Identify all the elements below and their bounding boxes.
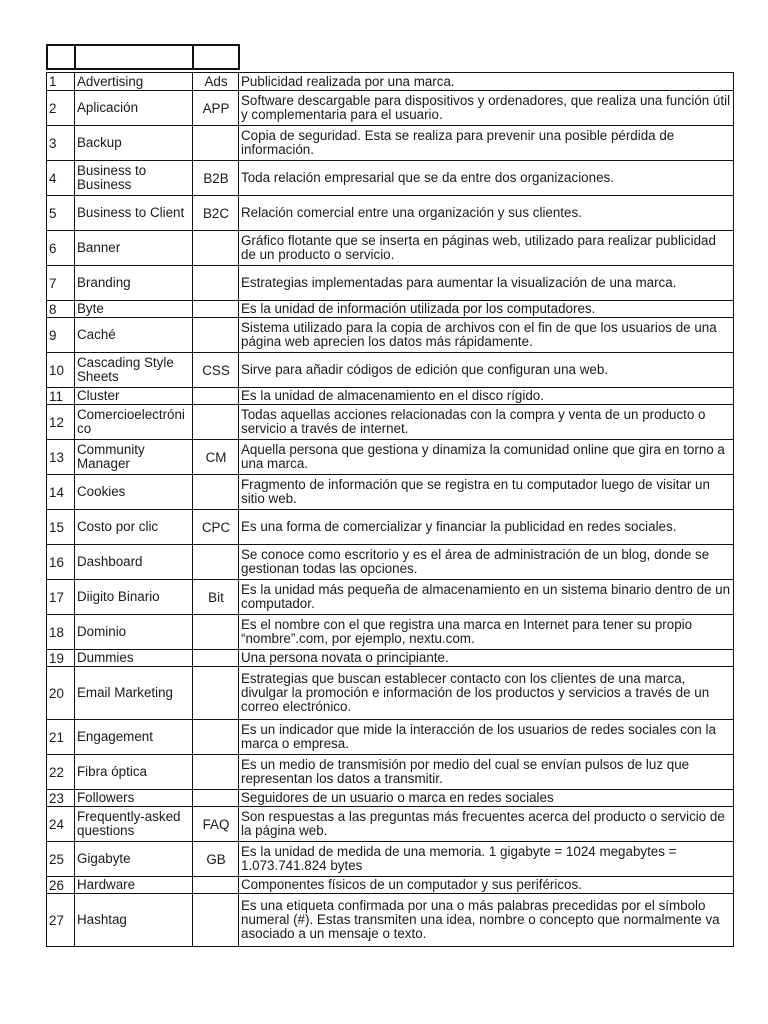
abbreviation-cell [193, 266, 239, 301]
table-row [47, 842, 734, 877]
definition-cell: Estrategias implementadas para aumentar la visualización de una marca. [239, 266, 734, 301]
abbreviation-cell [193, 877, 239, 894]
definition-cell: Componentes físicos de un computador y sus periféricos. [239, 877, 734, 894]
table-row [47, 161, 734, 196]
row-number: 16 [47, 545, 75, 580]
definition-cell: Es la unidad de información utilizada por los computadores. [239, 301, 734, 318]
term-cell: Dominio [75, 615, 193, 650]
definition-cell: Todas aquellas acciones relacionadas con la compra y venta de un producto o servicio a través de internet. [239, 405, 734, 440]
abbreviation-cell [193, 126, 239, 161]
abbreviation-cell [193, 894, 239, 947]
definition-cell: Software descargable para dispositivos y ordenadores, que realiza una función útil y complementaria para el usuario. [239, 91, 734, 126]
term-cell: Engagement [75, 720, 193, 755]
definition-cell: Es la unidad de medida de una memoria. 1 gigabyte = 1024 megabytes = 1.073.741.824 bytes [239, 842, 734, 877]
table-row [47, 196, 734, 231]
abbreviation-cell: FAQ [193, 807, 239, 842]
table-row [47, 615, 734, 650]
row-number: 5 [47, 196, 75, 231]
abbreviation-cell [193, 475, 239, 510]
table-row [47, 790, 734, 807]
abbreviation-cell: Ads [193, 73, 239, 91]
row-number: 26 [47, 877, 75, 894]
row-number: 27 [47, 894, 75, 947]
row-number: 14 [47, 475, 75, 510]
term-cell: Cluster [75, 388, 193, 405]
term-cell: Hashtag [75, 894, 193, 947]
abbreviation-cell: GB [193, 842, 239, 877]
table-row [47, 231, 734, 266]
table-row [47, 353, 734, 388]
table-row [47, 301, 734, 318]
term-cell: Gigabyte [75, 842, 193, 877]
row-number: 9 [47, 318, 75, 353]
abbreviation-cell: B2C [193, 196, 239, 231]
abbreviation-cell: Bit [193, 580, 239, 615]
table-row [47, 877, 734, 894]
definition-cell: Es el nombre con el que registra una marca en Internet para tener su propio “nombre”.com, por ejemplo, nextu.com. [239, 615, 734, 650]
definition-cell: Sirve para añadir códigos de edición que configuran una web. [239, 353, 734, 388]
row-number: 21 [47, 720, 75, 755]
blank-header-row [46, 44, 240, 70]
row-number: 22 [47, 755, 75, 790]
abbreviation-cell [193, 388, 239, 405]
term-cell: Hardware [75, 877, 193, 894]
row-number: 13 [47, 440, 75, 475]
row-number: 3 [47, 126, 75, 161]
definition-cell: Estrategias que buscan establecer contacto con los clientes de una marca, divulgar la promoción e información de los productos y servicios a través de un correo electrónico. [239, 667, 734, 720]
abbreviation-cell [193, 650, 239, 667]
term-cell: Caché [75, 318, 193, 353]
abbreviation-cell [193, 301, 239, 318]
term-cell: Dashboard [75, 545, 193, 580]
row-number: 17 [47, 580, 75, 615]
definition-cell: Son respuestas a las preguntas más frecuentes acerca del producto o servicio de la página web. [239, 807, 734, 842]
term-cell: Business to Client [75, 196, 193, 231]
header-cell-abbreviation [193, 45, 239, 69]
abbreviation-cell [193, 720, 239, 755]
table-row [47, 650, 734, 667]
definition-cell: Fragmento de información que se registra en tu computador luego de visitar un sitio web. [239, 475, 734, 510]
definition-cell: Una persona novata o principiante. [239, 650, 734, 667]
term-cell: Aplicación [75, 91, 193, 126]
row-number: 24 [47, 807, 75, 842]
table-row [47, 126, 734, 161]
abbreviation-cell: CPC [193, 510, 239, 545]
row-number: 2 [47, 91, 75, 126]
row-number: 23 [47, 790, 75, 807]
table-row [47, 388, 734, 405]
term-cell: Banner [75, 231, 193, 266]
abbreviation-cell: CM [193, 440, 239, 475]
term-cell: Diigito Binario [75, 580, 193, 615]
term-cell: Byte [75, 301, 193, 318]
row-number: 4 [47, 161, 75, 196]
term-cell: Email Marketing [75, 667, 193, 720]
term-cell: Costo por clic [75, 510, 193, 545]
term-cell: Cookies [75, 475, 193, 510]
definition-cell: Relación comercial entre una organización y sus clientes. [239, 196, 734, 231]
table-row [47, 545, 734, 580]
table-row [47, 405, 734, 440]
term-cell: Backup [75, 126, 193, 161]
term-cell: Followers [75, 790, 193, 807]
definition-cell: Es una forma de comercializar y financiar la publicidad en redes sociales. [239, 510, 734, 545]
definition-cell: Es la unidad de almacenamiento en el disco rígido. [239, 388, 734, 405]
term-cell: Community Manager [75, 440, 193, 475]
table-row [47, 266, 734, 301]
term-cell: Branding [75, 266, 193, 301]
abbreviation-cell [193, 790, 239, 807]
table-row [47, 667, 734, 720]
row-number: 12 [47, 405, 75, 440]
abbreviation-cell: B2B [193, 161, 239, 196]
row-number: 20 [47, 667, 75, 720]
definition-cell: Aquella persona que gestiona y dinamiza la comunidad online que gira en torno a una marca. [239, 440, 734, 475]
term-cell: Dummies [75, 650, 193, 667]
table-row [47, 318, 734, 353]
definition-cell: Sistema utilizado para la copia de archivos con el fin de que los usuarios de una página web aprecien los datos más rápidamente. [239, 318, 734, 353]
header-cell-number [47, 45, 75, 69]
abbreviation-cell [193, 615, 239, 650]
header-cell-term [75, 45, 193, 69]
definition-cell: Es la unidad más pequeña de almacenamiento en un sistema binario dentro de un computador. [239, 580, 734, 615]
term-cell: Frequently-asked questions [75, 807, 193, 842]
table-row [47, 580, 734, 615]
glossary-body [47, 73, 734, 947]
definition-cell: Es una etiqueta confirmada por una o más palabras precedidas por el símbolo numeral (#). Estas transmiten una idea, nombre o concepto que normalmente va asociado a un mensaje o texto. [239, 894, 734, 947]
table-row [47, 894, 734, 947]
definition-cell: Es un indicador que mide la interacción de los usuarios de redes sociales con la marca o empresa. [239, 720, 734, 755]
table-row [47, 510, 734, 545]
definition-cell: Publicidad realizada por una marca. [239, 73, 734, 91]
table-row [47, 720, 734, 755]
term-cell: Fibra óptica [75, 755, 193, 790]
row-number: 18 [47, 615, 75, 650]
table-row [47, 475, 734, 510]
abbreviation-cell: APP [193, 91, 239, 126]
abbreviation-cell: CSS [193, 353, 239, 388]
abbreviation-cell [193, 318, 239, 353]
definition-cell: Seguidores de un usuario o marca en redes sociales [239, 790, 734, 807]
table-row [47, 91, 734, 126]
term-cell: Comercioelectrónico [75, 405, 193, 440]
definition-cell: Gráfico flotante que se inserta en páginas web, utilizado para realizar publicidad de un producto o servicio. [239, 231, 734, 266]
term-cell: Cascading Style Sheets [75, 353, 193, 388]
table-row [47, 73, 734, 91]
row-number: 19 [47, 650, 75, 667]
row-number: 10 [47, 353, 75, 388]
table-row [47, 807, 734, 842]
row-number: 1 [47, 73, 75, 91]
definition-cell: Es un medio de transmisión por medio del cual se envían pulsos de luz que representan los datos a transmitir. [239, 755, 734, 790]
table-row [47, 755, 734, 790]
row-number: 11 [47, 388, 75, 405]
abbreviation-cell [193, 231, 239, 266]
term-cell: Business to Business [75, 161, 193, 196]
row-number: 25 [47, 842, 75, 877]
definition-cell: Copia de seguridad. Esta se realiza para prevenir una posible pérdida de información. [239, 126, 734, 161]
term-cell: Advertising [75, 73, 193, 91]
glossary-table [46, 72, 734, 947]
definition-cell: Se conoce como escritorio y es el área de administración de un blog, donde se gestionan todas las opciones. [239, 545, 734, 580]
abbreviation-cell [193, 405, 239, 440]
abbreviation-cell [193, 667, 239, 720]
row-number: 6 [47, 231, 75, 266]
abbreviation-cell [193, 755, 239, 790]
row-number: 8 [47, 301, 75, 318]
abbreviation-cell [193, 545, 239, 580]
table-row [47, 440, 734, 475]
row-number: 15 [47, 510, 75, 545]
row-number: 7 [47, 266, 75, 301]
definition-cell: Toda relación empresarial que se da entre dos organizaciones. [239, 161, 734, 196]
